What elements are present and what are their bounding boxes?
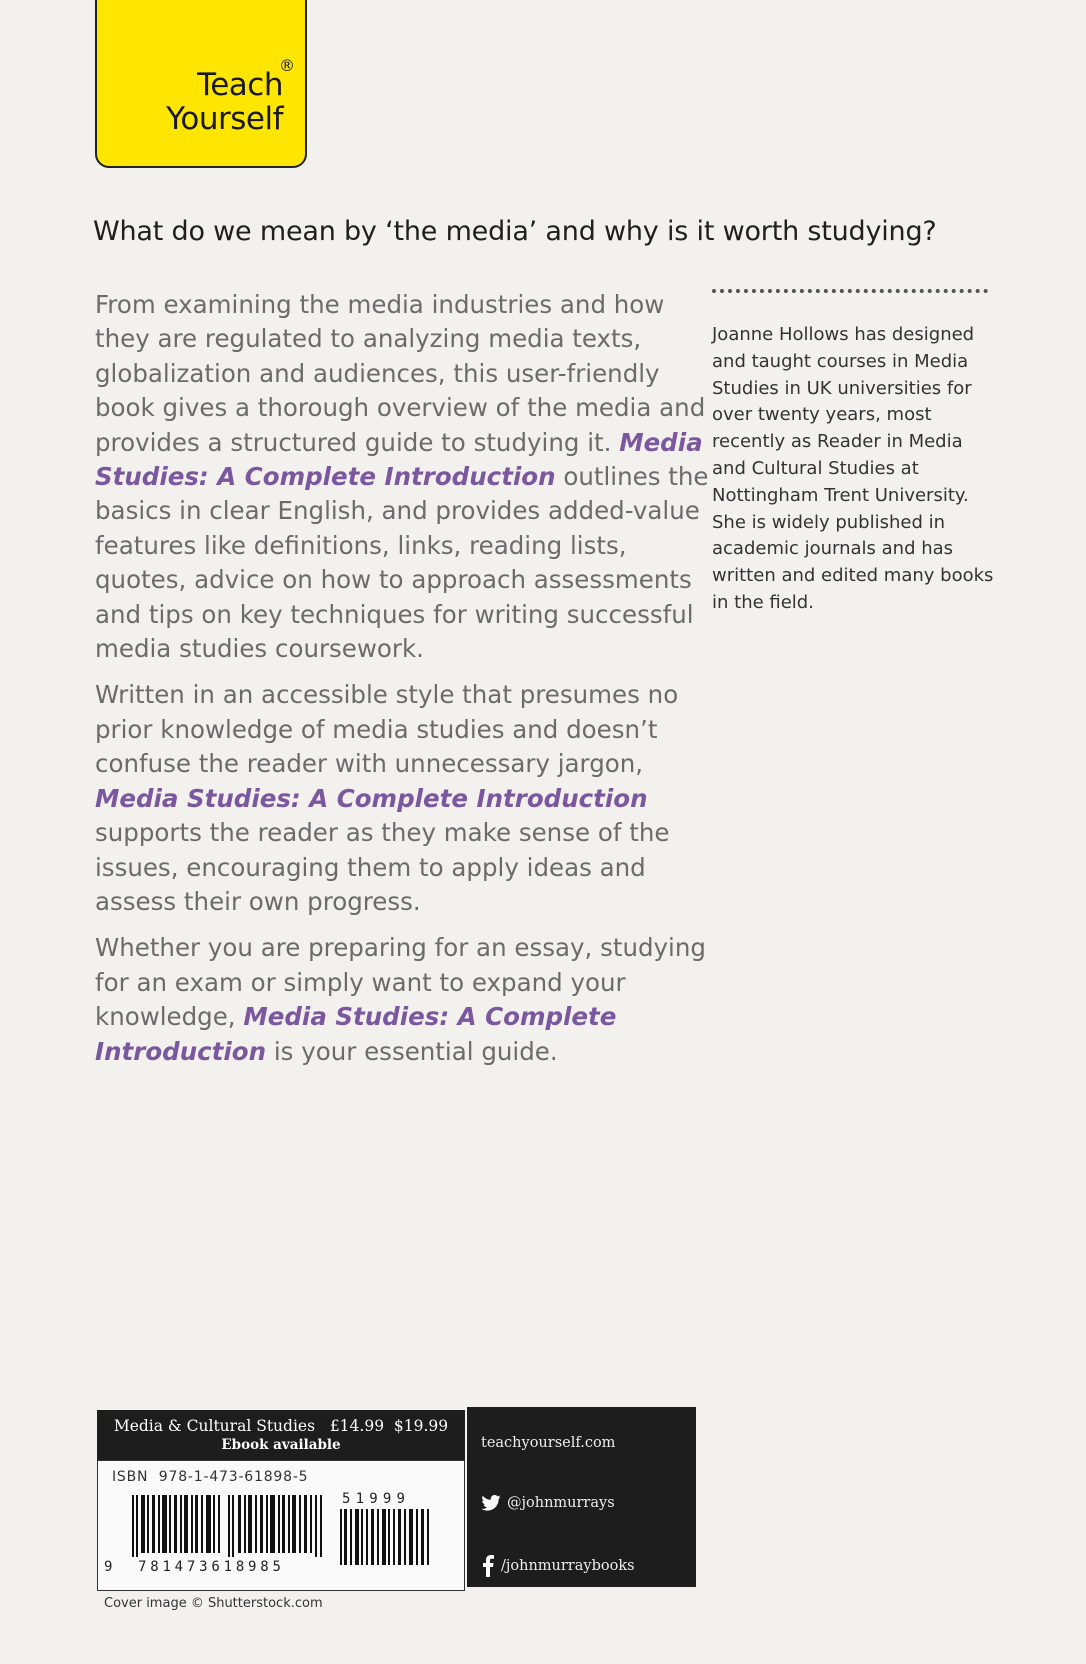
blurb-text: Whether you are preparing for an essay, studying for an exam or simply want to expand your knowledge, xyxy=(95,933,706,1032)
price-panel xyxy=(97,1410,465,1460)
headline: What do we mean by ‘the media’ and why is it worth studying? xyxy=(93,216,937,247)
barcode-addon xyxy=(340,1509,436,1565)
blurb-paragraph-3 xyxy=(95,931,715,1069)
isbn-number: ISBN 978-1-473-61898-5 xyxy=(112,1469,309,1485)
publisher-panel xyxy=(467,1407,696,1587)
barcode-main xyxy=(132,1495,332,1557)
blurb-text: is your essential guide. xyxy=(266,1036,558,1066)
registered-mark: ® xyxy=(279,56,295,75)
barcode-panel xyxy=(97,1460,465,1591)
facebook-handle[interactable]: /johnmurraybooks xyxy=(501,1558,635,1574)
cover-image-credit: Cover image © Shutterstock.com xyxy=(104,1596,323,1611)
logo-line-2: Yourself xyxy=(166,101,283,137)
blurb-paragraph-1 xyxy=(95,288,715,666)
blurb-text: Written in an accessible style that presumes no prior knowledge of media studies and doesn’t confuse the reader with unnecessary jargon, xyxy=(95,680,679,779)
twitter-row xyxy=(481,1495,615,1511)
book-title: Media Studies: A Complete Introduction xyxy=(95,783,648,813)
blurb xyxy=(95,288,715,1081)
twitter-bird-icon xyxy=(481,1495,501,1511)
blurb-paragraph-2 xyxy=(95,678,715,919)
book-title: Media Studies: A Complete Introduction xyxy=(95,427,703,492)
logo-line-1: Teach xyxy=(197,67,283,103)
logo-wordmark xyxy=(166,68,283,136)
facebook-row xyxy=(481,1555,635,1577)
blurb-text: outlines the basics in clear English, and provides added-value features like definitions, links, reading lists, quotes, advice on how to approach assessments and tips on key techniques for writing successful media studies coursework. xyxy=(95,462,709,664)
blurb-text: supports the reader as they make sense of the issues, encouraging them to apply ideas and assess their own progress. xyxy=(95,818,670,916)
blurb-text: From examining the media industries and how they are regulated to analyzing media texts, globalization and audiences, this user-friendly book gives a thorough overview of the media and provides a structured guide to studying it. xyxy=(95,290,706,457)
author-bio: Joanne Hollows has designed and taught courses in Media Studies in UK universities for over twenty years, most recently as Reader in Media and Cultural Studies at Nottingham Trent University. She is widely published in academic journals and has written and edited many books in the field. xyxy=(712,324,994,613)
website-link[interactable]: teachyourself.com xyxy=(481,1435,616,1451)
book-title: Media Studies: A Complete Introduction xyxy=(95,1002,617,1066)
ebook-note: Ebook available xyxy=(221,1437,341,1453)
website-row xyxy=(481,1435,615,1451)
twitter-handle[interactable]: @johnmurrays xyxy=(507,1495,615,1511)
barcode-digits: 781473618985 xyxy=(138,1559,285,1575)
barcode-addon-digits: 51999 xyxy=(342,1491,411,1507)
dotted-divider xyxy=(712,289,988,293)
facebook-f-icon xyxy=(481,1555,495,1577)
teach-yourself-logo xyxy=(95,0,307,168)
barcode-first-digit: 9 xyxy=(104,1559,113,1575)
category-and-price: Media & Cultural Studies £14.99 $19.99 xyxy=(113,1417,449,1435)
